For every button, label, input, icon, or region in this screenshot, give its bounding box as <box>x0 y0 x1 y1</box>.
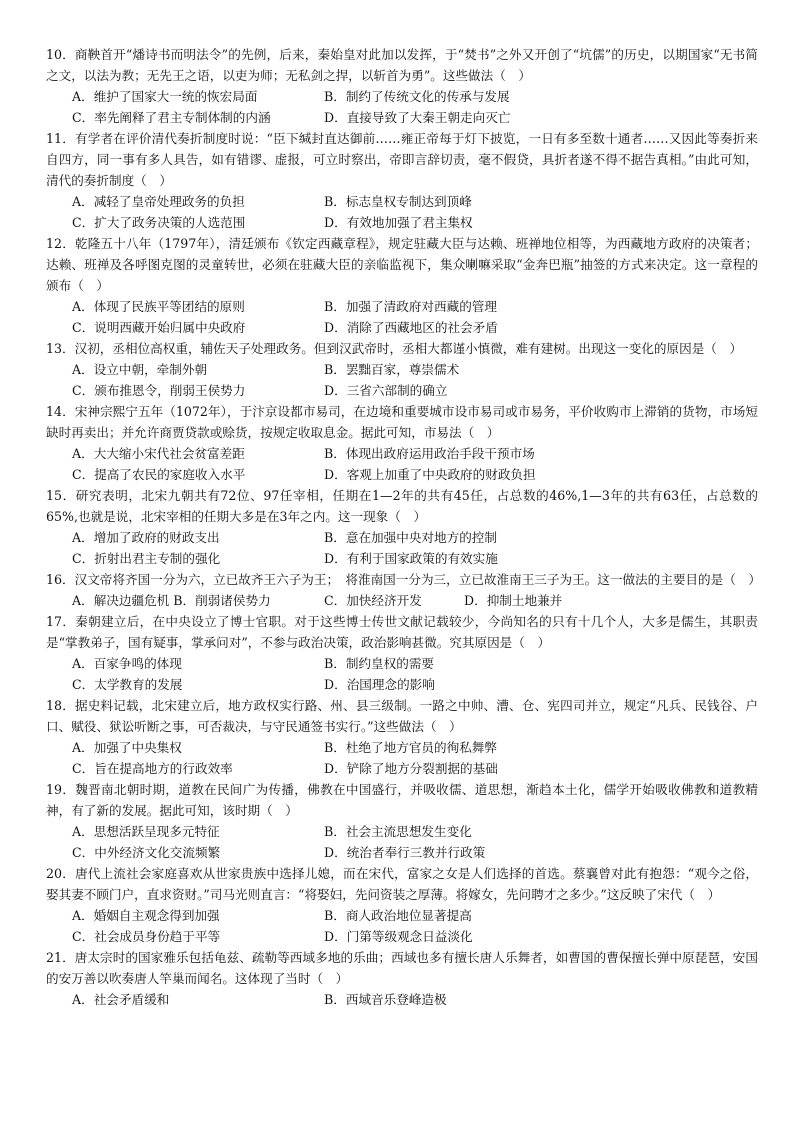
option-a[interactable]: A．百家争鸣的体现 <box>72 656 182 671</box>
question-19 <box>46 779 758 863</box>
question-stem: 18．据史料记载，北宋建立后，地方政权实行路、州、县三级制。一路之中帅、漕、仓、宪四司并立，规定“凡兵、民钱谷、户口、赋役、狱讼听断之事，可否裁决，与守民通签书实行。”这些做法（ ） <box>46 698 758 734</box>
option-c[interactable]: C．中外经济文化交流频繁 <box>72 845 221 860</box>
option-a[interactable]: A．减轻了皇帝处理政务的负担 <box>72 194 245 209</box>
option-b[interactable]: B．标志皇权专制达到顶峰 <box>324 194 472 209</box>
option-c[interactable]: C．率先阐释了君主专制体制的内涵 <box>72 110 271 125</box>
option-a[interactable]: A．大大缩小宋代社会贫富差距 <box>72 446 245 461</box>
option-a[interactable]: A．体现了民族平等团结的原则 <box>72 299 245 314</box>
question-stem: 15．研究表明，北宋九朝共有72位、97任宰相，任期在1—2年的共有45任，占总数的46%,1—3年的共有63任，占总数的65%,也就是说，北宋宰相的任期大多是在3年之内。这一现象（ ） <box>46 488 758 524</box>
answer-options <box>72 191 758 233</box>
option-a[interactable]: A．设立中朝，牵制外朝 <box>72 362 208 377</box>
option-a[interactable]: A．思想活跃呈现多元特征 <box>72 824 220 839</box>
question-stem: 12．乾隆五十八年（1797年），清廷颁布《钦定西藏章程》，规定驻藏大臣与达赖、班禅地位相等，为西藏地方政府的决策者；达赖、班禅及各呼图克图的灵童转世，必须在驻藏大臣的亲临监视下，集众喇嘛采取“金奔巴瓶”抽签的方式来决定。这一章程的颁布（ ） <box>46 236 758 293</box>
option-c[interactable]: C．社会成员身份趋于平等 <box>72 929 221 944</box>
answer-options <box>72 296 758 338</box>
question-18 <box>46 695 758 779</box>
question-stem: 13．汉初，丞相位高权重，辅佐天子处理政务。但到汉武帝时，丞相大都谨小慎微，难有建树。出现这一变化的原因是（ ） <box>46 341 743 356</box>
answer-options <box>72 590 758 611</box>
option-b[interactable]: B．制约了传统文化的传承与发展 <box>324 89 510 104</box>
option-b[interactable]: B．社会主流思想发生变化 <box>324 824 472 839</box>
option-a[interactable]: A．增加了政府的财政支出 <box>72 530 220 545</box>
option-c[interactable]: C．说明西藏开始归属中央政府 <box>72 320 246 335</box>
option-d[interactable]: D．三省六部制的确立 <box>324 383 448 398</box>
option-d[interactable]: D．统治者奉行三教并行政策 <box>324 845 486 860</box>
option-c[interactable]: C．折射出君主专制的强化 <box>72 551 221 566</box>
option-b[interactable]: B．体现出政府运用政治手段干预市场 <box>324 446 535 461</box>
question-stem: 20．唐代上流社会家庭喜欢从世家贵族中选择儿媳，而在宋代，富家之女是人们选择的首选。蔡襄曾对此有抱怨：“观今之俗，娶其妻不顾门户，直求资财。”司马光则直言：“将娶妇，先问资装之厚薄。将嫁女，先问聘才之多少。”这反映了宋代（ ） <box>46 866 758 902</box>
answer-options <box>72 359 758 401</box>
option-d[interactable]: D．直接导致了大秦王朝走向灭亡 <box>324 110 511 125</box>
option-a[interactable]: A．婚姻自主观念得到加强 <box>72 908 220 923</box>
option-c[interactable]: C．提高了农民的家庭收入水平 <box>72 467 246 482</box>
question-stem: 14．宋神宗熙宁五年（1072年），于汴京设都市易司，在边境和重要城市设市易司或市易务，平价收购市上滞销的货物，市场短缺时再卖出；并允许商贾贷款或赊货，按规定收取息金。据此可知，市易法（ ） <box>46 404 758 440</box>
option-b[interactable]: B．加强了清政府对西藏的管理 <box>324 299 497 314</box>
option-b[interactable]: B．杜绝了地方官员的徇私舞弊 <box>324 740 497 755</box>
question-stem: 17．秦朝建立后，在中央设立了博士官职。对于这些博士传世文献记载较少，今尚知名的只有十几个人，大多是儒生，其职责是“掌教弟子，国有疑事，掌承问对”，不参与政治决策，政治影响甚微。究其原因是（ ） <box>46 614 758 650</box>
option-c[interactable]: C．旨在提高地方的行政效率 <box>72 761 233 776</box>
question-13 <box>46 338 758 401</box>
answer-options <box>72 653 758 695</box>
option-d[interactable]: D．消除了西藏地区的社会矛盾 <box>324 320 498 335</box>
question-stem: 16．汉文帝将齐国一分为六，立已故齐王六子为王； 将淮南国一分为三，立已故淮南王三子为王。这一做法的主要目的是（ ） <box>46 572 761 587</box>
exam-page <box>46 44 761 1010</box>
option-c[interactable]: C．颁布推恩令，削弱王侯势力 <box>72 383 246 398</box>
option-a[interactable]: A．加强了中央集权 <box>72 740 182 755</box>
answer-options <box>72 821 758 863</box>
answer-options <box>72 989 758 1010</box>
question-stem: 19．魏晋南北朝时期，道教在民间广为传播，佛教在中国盛行，并吸收儒、道思想，渐趋本土化，儒学开始吸收佛教和道教精神，有了新的发展。据此可知，该时期（ ） <box>46 782 758 818</box>
question-20 <box>46 863 758 947</box>
question-11 <box>46 128 758 233</box>
option-a[interactable]: A．社会矛盾缓和 <box>72 992 170 1007</box>
option-a-b[interactable]: A．解决边疆危机 B．削弱诸侯势力 <box>72 593 271 608</box>
question-10 <box>46 44 758 128</box>
option-b[interactable]: B．罢黜百家，尊崇儒术 <box>324 362 460 377</box>
option-d[interactable]: D．客观上加重了中央政府的财政负担 <box>324 467 536 482</box>
question-stem: 10．商鞅首开“燔诗书而明法令”的先例，后来，秦始皇对此加以发挥，于“焚书”之外又开创了“坑儒”的历史，以期国家“无书简之文，以法为教；无先王之语，以吏为师；无私剑之捍，以斩首为勇”。这些做法（ ） <box>46 47 758 83</box>
question-16 <box>46 569 761 611</box>
question-21 <box>46 947 758 1010</box>
option-d[interactable]: D．抑制土地兼并 <box>464 593 563 608</box>
option-c[interactable]: C．加快经济开发 <box>324 593 422 608</box>
option-b[interactable]: B．西域音乐登峰造极 <box>324 992 447 1007</box>
answer-options <box>72 86 758 128</box>
option-d[interactable]: D．治国理念的影响 <box>324 677 435 692</box>
option-b[interactable]: B．商人政治地位显著提高 <box>324 908 472 923</box>
question-14 <box>46 401 758 485</box>
option-a[interactable]: A．维护了国家大一统的恢宏局面 <box>72 89 258 104</box>
option-c[interactable]: C．扩大了政务决策的人选范围 <box>72 215 246 230</box>
question-stem: 21．唐太宗时的国家雅乐包括龟兹、疏勒等西域多地的乐曲；西域也多有擅长唐人乐舞者，如曹国的曹保擅长弹中原琵琶，安国的安万善以吹奏唐人竿巢而闻名。这体现了当时（ ） <box>46 950 758 986</box>
question-12 <box>46 233 758 338</box>
option-d[interactable]: D．有利于国家政策的有效实施 <box>324 551 498 566</box>
option-d[interactable]: D．铲除了地方分裂割据的基础 <box>324 761 498 776</box>
option-c[interactable]: C．太学教育的发展 <box>72 677 183 692</box>
option-b[interactable]: B．意在加强中央对地方的控制 <box>324 530 497 545</box>
option-d[interactable]: D．门第等级观念日益淡化 <box>324 929 473 944</box>
answer-options <box>72 737 758 779</box>
option-d[interactable]: D．有效地加强了君主集权 <box>324 215 473 230</box>
answer-options <box>72 905 758 947</box>
question-15 <box>46 485 758 569</box>
question-stem: 11．有学者在评价清代奏折制度时说：“臣下缄封直达御前……雍正帝每于灯下披览，一日有多至数十通者……又因此等奏折来自四方，同一事有多人具告，如有错谬、虚报，可立时察出，帝即言辞切责，毫不假贷，具折者遂不得不据告真相。”由此可知，清代的奏折制度（ ） <box>46 131 758 188</box>
option-b[interactable]: B．制约皇权的需要 <box>324 656 435 671</box>
question-17 <box>46 611 758 695</box>
answer-options <box>72 527 758 569</box>
answer-options <box>72 443 758 485</box>
